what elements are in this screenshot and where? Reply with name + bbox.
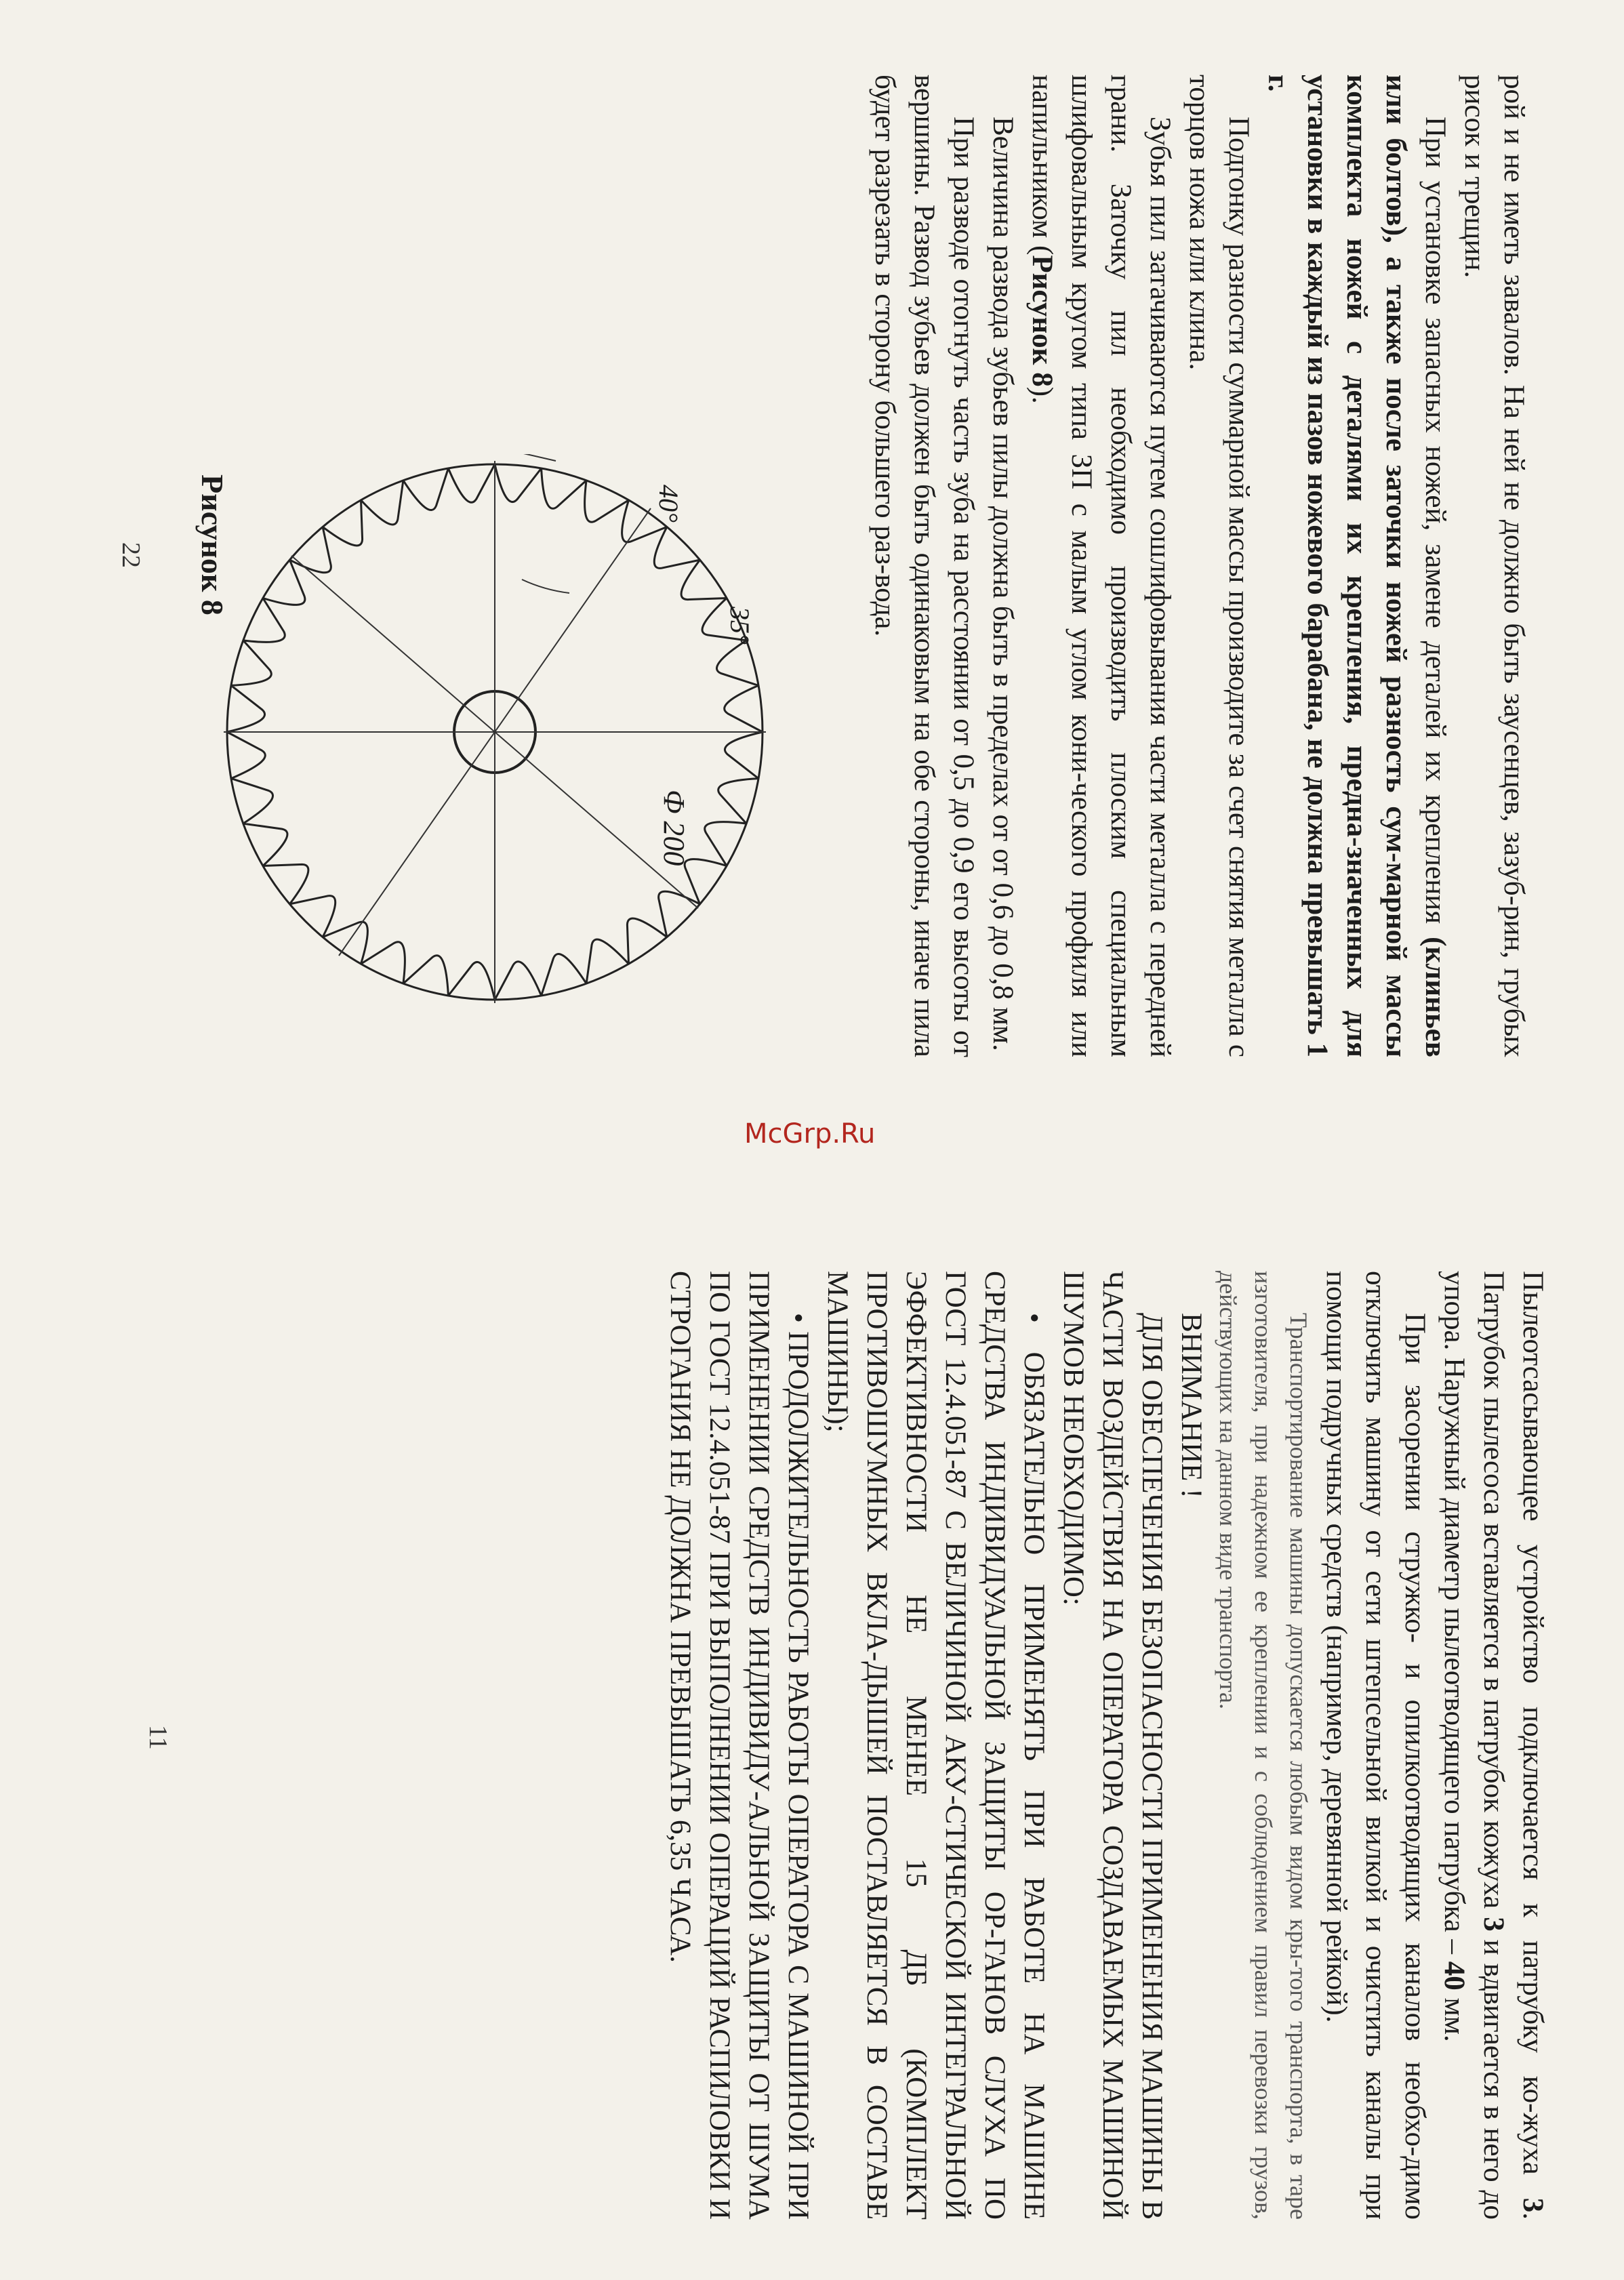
diameter-label: Ф 200: [657, 790, 691, 866]
text-run: • ПРОДОЛЖИТЕЛЬНОСТЬ РАБОТЫ ОПЕРАТОРА С МАШИНОЙ ПРИ ПРИМЕНЕНИИ СРЕДСТВ ИНДИВИДУ-АЛЬНОЙ ЗАЩИТЫ ОТ ШУМА ПО ГОСТ 12.4.051-87 ПРИ ВЫПОЛНЕНИИ ОПЕРАЦИЙ РАСПИЛОВКИ И СТРОГАНИЯ НЕ ДОЛЖНА ПРЕВЫШАТЬ 6,35 ЧАСА.: [664, 1271, 814, 2220]
text-run: Транспортирование машины допускается любым видом кры-того транспорта, в таре изготовителя, при надежном ее креплении и с соблюдением правил перевозки грузов, действующих на данном виде транспорта.: [1215, 1271, 1312, 2220]
page-number-left: 22: [117, 542, 145, 568]
paragraph: [1179, 75, 1258, 1057]
text-run: 3: [1517, 2197, 1549, 2213]
angle-label-40: 40°: [653, 485, 684, 523]
text-run: . Патрубок пылесоса вставляется в патрубок кожуха: [1478, 1271, 1549, 2220]
paragraph: [1316, 1271, 1434, 2220]
paragraph: [983, 75, 1022, 1057]
paragraph: [1211, 1271, 1316, 2220]
paragraph: [865, 75, 983, 1057]
text-run: ДЛЯ ОБЕСПЕЧЕНИЯ БЕЗОПАСНОСТИ ПРИМЕНЕНИЯ МАШИНЫ В ЧАСТИ ВОЗДЕЙСТВИЯ НА ОПЕРАТОРА СОЗДАВАЕМЫХ МАШИНОЙ ШУМОВ НЕОБХОДИМО:: [1057, 1271, 1168, 2220]
text-run: 40: [1438, 1961, 1470, 1991]
text-run: При установке запасных ножей, замене деталей их крепления: [1419, 117, 1451, 937]
page-11-text: [660, 1271, 1552, 2220]
text-run: не должна превышать 1 г.: [1262, 75, 1333, 1058]
text-run: Рисунок 8: [1026, 255, 1058, 387]
text-run: Пылеотсасывающее устройство подключается к патрубку ко-жуха: [1517, 1271, 1549, 2198]
paragraph: [1053, 1271, 1171, 2220]
paragraph: [1022, 75, 1179, 1057]
text-run: иначе пила будет разрезать в сторону большего раз-вода.: [869, 75, 940, 1058]
text-run: (клиньев или болтов), а также после заточки ножей разность сум-марной массы комплекта ножей с деталями их крепления, предна-значенных для установки в каждый из пазов ножевого барабана,: [1301, 75, 1451, 1057]
text-run: Зубья пил затачиваются путем сошлифовывания части металла с передней грани. Заточку пил необходимо производить плоским специальным шлифовальным кругом типа ЗП с малым углом кони-ческого профиля или напильником (: [1026, 75, 1176, 1057]
text-run: мм.: [1438, 1990, 1470, 2042]
figure-caption: Рисунок 8: [195, 474, 230, 615]
paragraph: [1434, 1271, 1552, 2220]
text-run: 3: [1478, 1917, 1509, 1932]
text-run: Величина развода зубьев пилы должна быть в пределах от от 0,6 до 0,8 мм.: [987, 117, 1019, 1051]
text-run: Подгонку разности суммарной массы производите за счет снятия металла с торцов ножа или клина.: [1183, 75, 1255, 1057]
text-run: ).: [1026, 386, 1058, 404]
paragraph: [660, 1271, 817, 2220]
page-number-right: 11: [144, 1725, 172, 1750]
text-run: рой и не иметь завалов. На ней не должно быть заусенцев, зазуб-рин, грубых рисок и трещин.: [1459, 75, 1530, 1057]
text-run: • ОБЯЗАТЕЛЬНО ПРИМЕНЯТЬ ПРИ РАБОТЕ НА МАШИНЕ СРЕДСТВА ИНДИВИДУАЛЬНОЙ ЗАЩИТЫ ОР-ГАНОВ СЛУХА ПО ГОСТ 12.4.051-87 С ВЕЛИЧИНОЙ АКУ-СТИЧЕСКОЙ ИНТЕГРАЛЬНОЙ ЭФФЕКТИВНОСТИ НЕ МЕНЕЕ 15 ДБ (КОМПЛЕКТ ПРОТИВОШУМНЫХ ВКЛА-ДЫШЕЙ ПОСТАВЛЯЕТСЯ В СОСТАВЕ МАШИНЫ);: [821, 1271, 1050, 2220]
paragraph: [1258, 75, 1455, 1057]
paragraph: [1171, 1271, 1211, 2220]
text-run: При засорении стружко- и опилкоотводящих каналов необхо-димо отключить машину от сети штепсельной вилкой и очистить каналы при помощи подручных средств (например, деревянной рейкой).: [1320, 1271, 1431, 2220]
watermark: McGrp.Ru: [744, 1118, 876, 1149]
text-run: При разводе отогнуть часть зуба на расстоянии от 0,5 до 0,9 его высоты от вершины. Развод зубьев должен быть одинаковым на обе стороны,: [908, 75, 979, 1057]
paragraph: [817, 1271, 1053, 2220]
paragraph: [1455, 75, 1533, 1057]
page-22-text: [865, 75, 1533, 1057]
text-run: и вдвигается в него до упора. Наружный диаметр пылеотводящего патрубка –: [1438, 1271, 1509, 2220]
saw-blade-figure: [217, 454, 773, 1010]
angle-mark-40: [512, 454, 556, 461]
angle-arc-35: [522, 579, 569, 593]
angle-label-35: 35°: [725, 607, 755, 645]
text-run: ВНИМАНИЕ !: [1175, 1313, 1207, 1499]
